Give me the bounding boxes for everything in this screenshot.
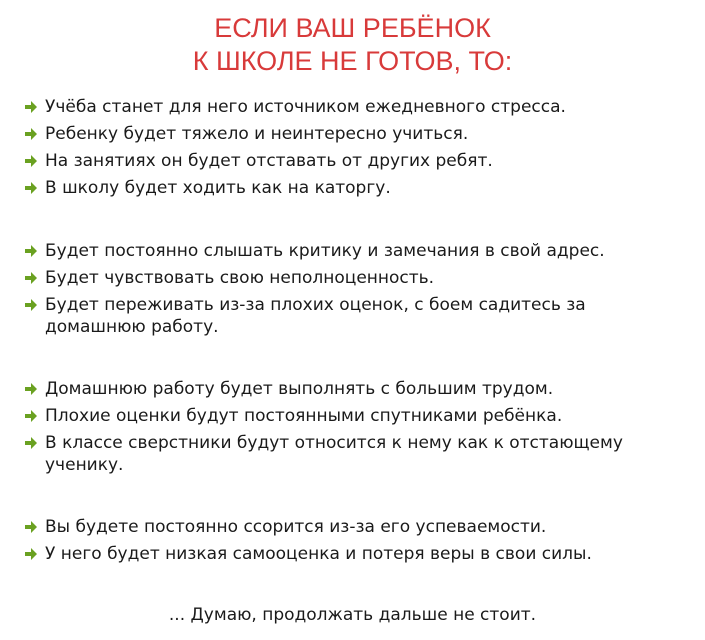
bullet-group-1 xyxy=(24,96,684,204)
green-arrow-icon xyxy=(24,409,38,423)
list-item xyxy=(24,543,684,565)
green-arrow-icon xyxy=(24,100,38,114)
list-item-text: В классе сверстники будут относится к нему как к отстающему ученику. xyxy=(45,433,623,475)
title-line-2: К ШКОЛЕ НЕ ГОТОВ, ТО: xyxy=(192,46,513,76)
list-item xyxy=(24,294,684,338)
title-line-1: ЕСЛИ ВАШ РЕБЁНОК xyxy=(214,13,491,43)
list-item xyxy=(24,123,684,145)
green-arrow-icon xyxy=(24,127,38,141)
list-item-text: Домашнюю работу будет выполнять с большим трудом. xyxy=(45,379,554,399)
green-arrow-icon xyxy=(24,181,38,195)
closing-remark: ... Думаю, продолжать дальше не стоит. xyxy=(168,605,537,625)
list-item xyxy=(24,432,684,476)
bullet-group-2 xyxy=(24,240,684,343)
bullet-group-4 xyxy=(24,516,684,570)
list-item-text: У него будет низкая самооценка и потеря веры в свои силы. xyxy=(45,544,592,564)
green-arrow-icon xyxy=(24,154,38,168)
list-item xyxy=(24,240,684,262)
list-item xyxy=(24,378,684,400)
list-item xyxy=(24,516,684,538)
list-item-text: Будет переживать из-за плохих оценок, с боем садитесь за домашнюю работу. xyxy=(45,295,586,337)
list-item-text: Плохие оценки будут постоянными спутниками ребёнка. xyxy=(45,406,563,426)
list-item xyxy=(24,267,684,289)
list-item-text: В школу будет ходить как на каторгу. xyxy=(45,178,391,198)
green-arrow-icon xyxy=(24,298,38,312)
green-arrow-icon xyxy=(24,382,38,396)
list-item-text: На занятиях он будет отставать от других ребят. xyxy=(45,151,493,171)
list-item-text: Ребенку будет тяжело и неинтересно учиться. xyxy=(45,124,469,144)
list-item xyxy=(24,96,684,118)
green-arrow-icon xyxy=(24,244,38,258)
green-arrow-icon xyxy=(24,271,38,285)
list-item-text: Будет чувствовать свою неполноценность. xyxy=(45,268,435,288)
list-item xyxy=(24,405,684,427)
list-item-text: Учёба станет для него источником ежедневного стресса. xyxy=(45,97,566,117)
green-arrow-icon xyxy=(24,547,38,561)
list-item-text: Вы будете постоянно ссорится из-за его успеваемости. xyxy=(45,517,547,537)
green-arrow-icon xyxy=(24,436,38,450)
list-item xyxy=(24,150,684,172)
list-item xyxy=(24,177,684,199)
page-title xyxy=(0,12,705,78)
bullet-group-3 xyxy=(24,378,684,481)
green-arrow-icon xyxy=(24,520,38,534)
list-item-text: Будет постоянно слышать критику и замечания в свой адрес. xyxy=(45,241,605,261)
